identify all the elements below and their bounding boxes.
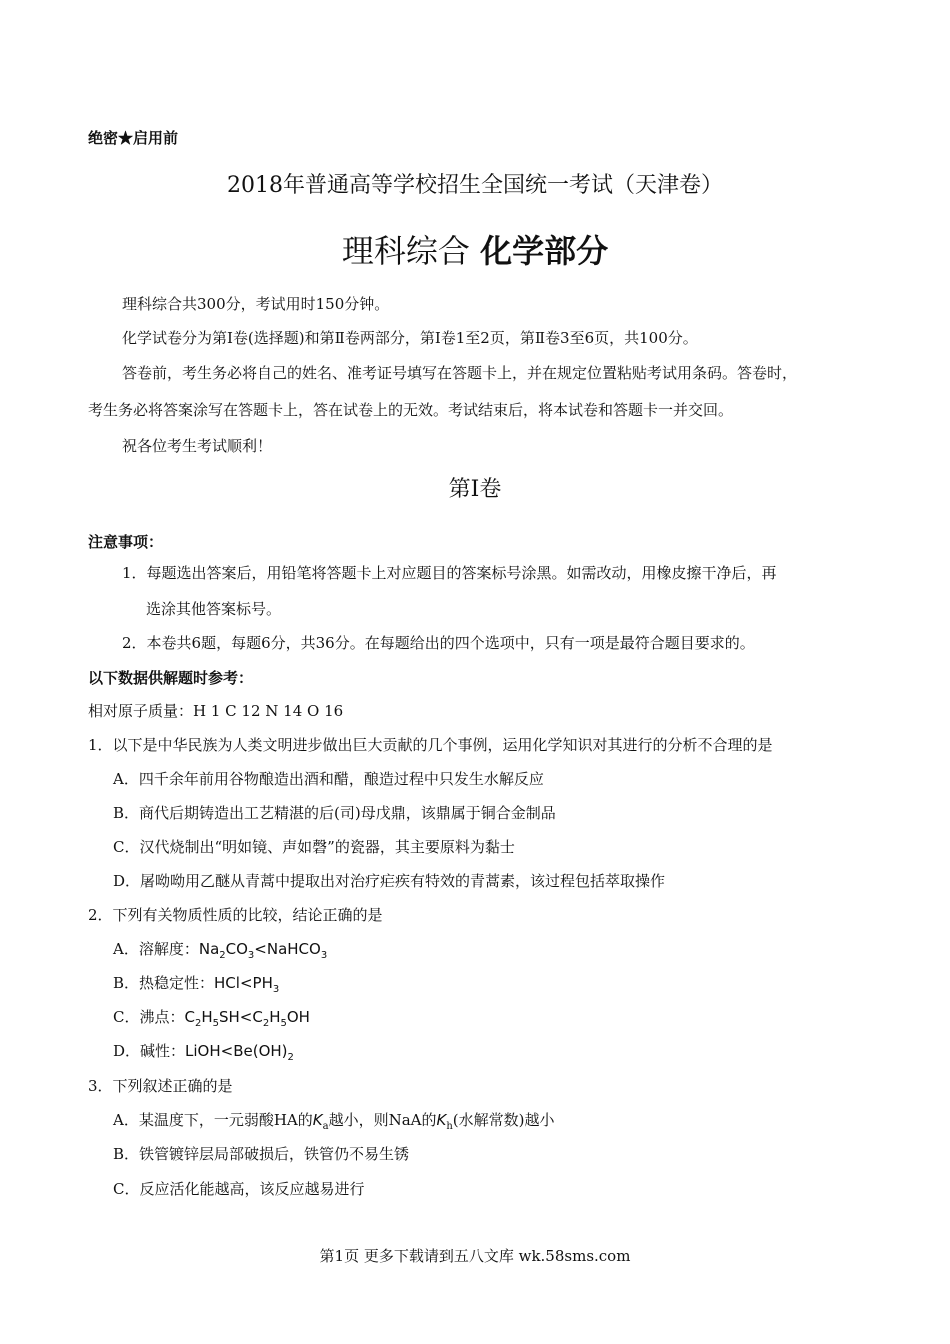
question-2-option-a: A．溶解度：$Na_2CO_3<NaHCO_3$ (113, 940, 328, 961)
question-1-option-c: C．汉代烧制出“明如镜、声如磬”的瓷器，其主要原料为黏士 (113, 838, 515, 856)
exam-title: 2018年普通高等学校招生全国统一考试（天津卷） (227, 173, 723, 198)
question-1-stem: 1．以下是中华民族为人类文明进步做出巨大贡献的几个事例，运用化学知识对其进行的分析不合理的是 (88, 736, 773, 754)
question-2-stem: 2．下列有关物质性质的比较，结论正确的是 (88, 906, 383, 924)
intro-line-3a: 答卷前，考生务必将自己的姓名、准考证号填写在答题卡上，并在规定位置粘贴考试用条码。答卷时， (122, 364, 798, 382)
atomic-mass: 相对原子质量：H 1 C 12 N 14 O 16 (88, 702, 344, 720)
intro-line-4: 祝各位考生考试顺利！ (122, 437, 273, 455)
notes-item-1a: 1．每题选出答案后，用铅笔将答题卡上对应题目的答案标号涂黑。如需改动，用橡皮擦干净后，再 (122, 564, 777, 582)
page-footer: 第1页 更多下载请到五八文库 wk.58sms.com (319, 1247, 631, 1265)
reference-heading: 以下数据供解题时参考： (88, 669, 254, 687)
notes-item-2: 2．本卷共6题，每题6分，共36分。在每题给出的四个选项中，只有一项是最符合题目要求的。 (122, 634, 755, 652)
formula-d: $LiOH<Be(OH)_2$ (185, 1042, 294, 1063)
question-3-option-a: A．某温度下，一元弱酸HA的$K_a$越小，则NaA的$K_h$(水解常数)越小 (113, 1111, 555, 1132)
intro-line-2: 化学试卷分为第Ⅰ卷(选择题)和第Ⅱ卷两部分，第Ⅰ卷1至2页，第Ⅱ卷3至6页，共100分。 (122, 329, 698, 347)
question-3-option-c: C．反应活化能越高，该反应越易进行 (113, 1180, 365, 1198)
formula-a: $Na_2CO_3<NaHCO_3$ (198, 940, 328, 961)
formula-b: $HCl<PH_3$ (214, 974, 280, 995)
notes-heading: 注意事项： (88, 533, 164, 551)
notes-item-1b: 选涂其他答案标号。 (146, 600, 282, 618)
formula-c: $C_2H_5SH<C_2H_5OH$ (184, 1008, 310, 1029)
question-2-option-b: B．热稳定性：$HCl<PH_3$ (113, 974, 280, 995)
question-1-option-b: B．商代后期铸造出工艺精湛的后(司)母戊鼎，该鼎属于铜合金制品 (113, 804, 556, 822)
subject-title (0, 226, 950, 272)
question-3-option-b: B．铁管镀锌层局部破损后，铁管仍不易生锈 (113, 1145, 410, 1163)
question-2-option-c: C．沸点：$C_2H_5SH<C_2H_5OH$ (113, 1008, 310, 1029)
question-1-option-a: A．四千余年前用谷物酿造出酒和醋，酿造过程中只发生水解反应 (113, 770, 544, 788)
secret-mark: 绝密★启用前 (88, 129, 179, 147)
volume-title: 第Ⅰ卷 (448, 477, 502, 502)
subject-prefix: 理科综合 (341, 232, 481, 270)
subject-bold: 化学部分 (480, 232, 609, 270)
intro-line-1: 理科综合共300分，考试用时150分钟。 (122, 295, 390, 313)
question-1-option-d: D．屠呦呦用乙醚从青蒿中提取出对治疗疟疾有特效的青蒿素，该过程包括萃取操作 (113, 872, 666, 890)
question-3-stem: 3．下列叙述正确的是 (88, 1077, 233, 1095)
question-2-option-d: D．碱性：$LiOH<Be(OH)_2$ (113, 1042, 294, 1063)
intro-line-3b: 考生务必将答案涂写在答题卡上，答在试卷上的无效。考试结束后，将本试卷和答题卡一并交回。 (88, 401, 734, 419)
